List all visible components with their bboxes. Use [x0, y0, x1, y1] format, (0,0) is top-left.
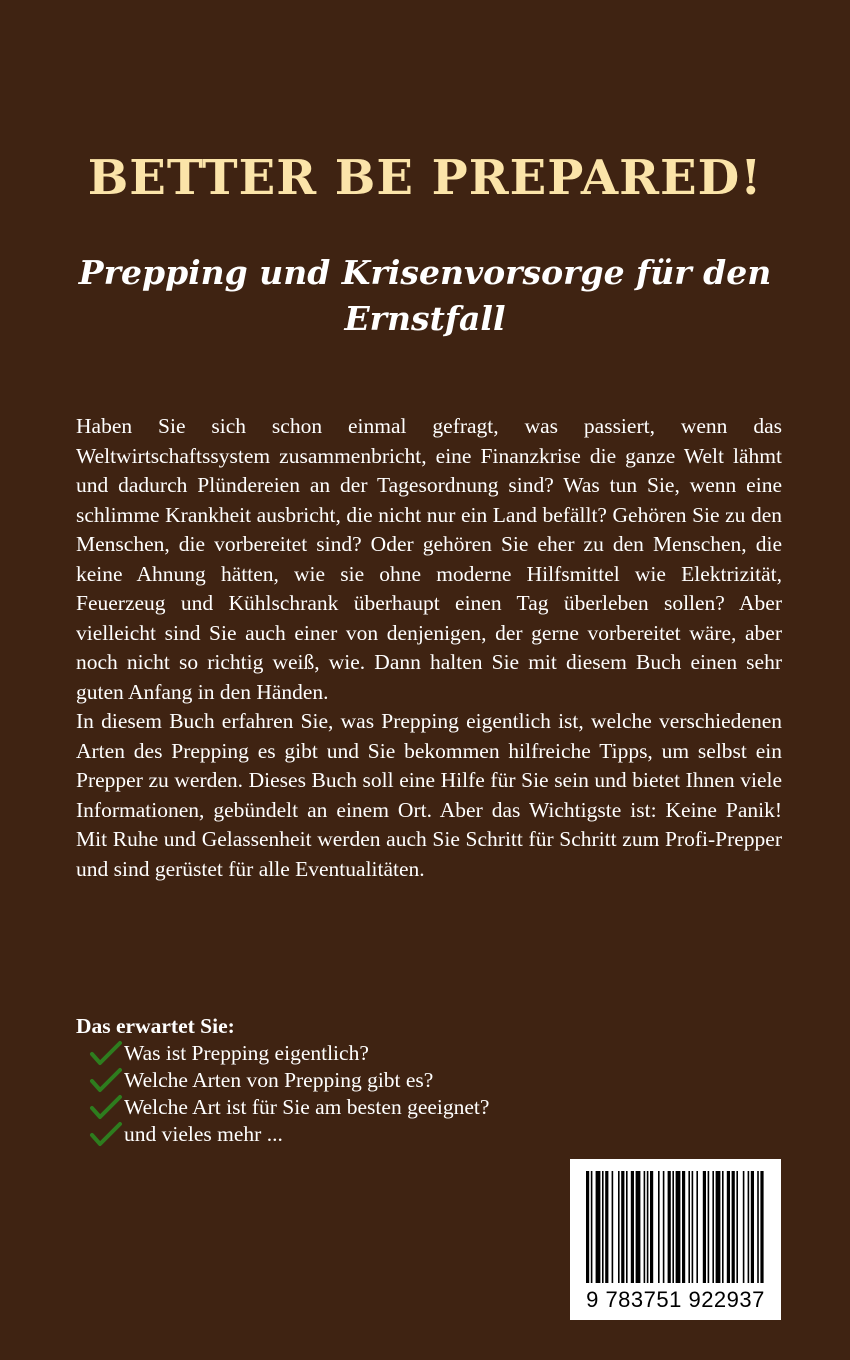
- cover-subtitle: Prepping und Krisenvorsorge für den Ernstfall: [78, 253, 772, 338]
- checkmark-icon: [88, 1067, 124, 1094]
- barcode-bar: [612, 1171, 614, 1283]
- barcode-bar: [760, 1171, 763, 1283]
- barcode-bar: [716, 1171, 721, 1283]
- barcode-bar: [757, 1171, 759, 1283]
- expectations-section: [76, 1012, 576, 1148]
- barcode-bar: [636, 1171, 641, 1283]
- barcode-bar: [596, 1171, 601, 1283]
- list-item: [76, 1121, 576, 1148]
- list-item-label: Welche Arten von Prepping gibt es?: [124, 1068, 434, 1092]
- barcode-bar: [722, 1171, 724, 1283]
- checkmark-icon: [88, 1094, 124, 1121]
- barcode-bar: [644, 1171, 646, 1283]
- barcode-bar: [626, 1171, 628, 1283]
- barcode-bar: [743, 1171, 745, 1283]
- blurb-text: [76, 412, 782, 884]
- list-item-label: Welche Art ist für Sie am besten geeignet?: [124, 1095, 490, 1119]
- isbn-number: 9 783751 922937: [586, 1287, 765, 1312]
- barcode-bar: [751, 1171, 754, 1283]
- barcode-bar: [708, 1171, 710, 1283]
- barcode-bar: [605, 1171, 608, 1283]
- barcode-bar: [688, 1171, 690, 1283]
- barcode-bar: [682, 1171, 685, 1283]
- list-item: [76, 1094, 576, 1121]
- expectations-heading: Das erwartet Sie:: [76, 1014, 235, 1038]
- barcode-bar: [621, 1171, 624, 1283]
- barcode-bar: [650, 1171, 653, 1283]
- barcode-bar: [736, 1171, 738, 1283]
- barcode-bar: [631, 1171, 634, 1283]
- barcode-bar: [658, 1171, 660, 1283]
- barcode-bar: [618, 1171, 620, 1283]
- barcode-bar: [703, 1171, 706, 1283]
- list-item: [76, 1067, 576, 1094]
- barcode-bar: [672, 1171, 674, 1283]
- barcode-bar: [748, 1171, 750, 1283]
- blurb-paragraph: In diesem Buch erfahren Sie, was Prepping eigentlich ist, welche verschiedenen Arten des Prepping es gibt und Sie bekommen hilfreiche Tipps, um selbst ein Prepper zu werden. Dieses Buch soll eine Hilfe für Sie sein und bietet Ihnen viele Informationen, gebündelt an einem Ort. Aber das Wichtigste ist: Keine Panik! Mit Ruhe und Gelassenheit werden auch Sie Schritt für Schritt zum Profi-Prepper und sind gerüstet für alle Eventualitäten.: [76, 709, 782, 881]
- barcode-bar: [586, 1171, 589, 1283]
- isbn-barcode: [570, 1159, 781, 1320]
- blurb-paragraph: Haben Sie sich schon einmal gefragt, was passiert, wenn das Weltwirtschaftssystem zusammenbricht, eine Finanzkrise die ganze Welt lähmt und dadurch Plündereien an der Tagesordnung sind? Was tun Sie, wenn eine schlimme Krankheit ausbricht, die nicht nur ein Land befällt? Gehören Sie zu den Menschen, die vorbereitet sind? Oder gehören Sie eher zu den Menschen, die keine Ahnung hätten, wie sie ohne moderne Hilfsmittel wie Elektrizität, Feuerzeug und Kühlschrank überhaupt einen Tag überleben sollen? Aber vielleicht sind Sie auch einer von denjenigen, der gerne vorbereitet wäre, aber noch nicht so richtig weiß, wie. Dann halten Sie mit diesem Buch einen sehr guten Anfang in den Händen.: [76, 414, 782, 704]
- barcode-bar: [663, 1171, 665, 1283]
- list-item: [76, 1040, 576, 1067]
- cover-title: BETTER BE PREPARED!: [87, 150, 763, 206]
- list-item-label: Was ist Prepping eigentlich?: [124, 1041, 369, 1065]
- barcode-bar: [602, 1171, 604, 1283]
- barcode-bar: [727, 1171, 730, 1283]
- checkmark-icon: [88, 1040, 124, 1067]
- barcode-bar: [647, 1171, 649, 1283]
- barcode-bar: [676, 1171, 681, 1283]
- barcode-bar: [696, 1171, 698, 1283]
- list-item-label: und vieles mehr ...: [124, 1122, 283, 1146]
- barcode-bar: [692, 1171, 694, 1283]
- barcode-bar: [732, 1171, 735, 1283]
- barcode-bar: [591, 1171, 593, 1283]
- barcode-bar: [712, 1171, 714, 1283]
- barcode-bar: [668, 1171, 671, 1283]
- expectations-list: [76, 1040, 576, 1148]
- checkmark-icon: [88, 1121, 124, 1148]
